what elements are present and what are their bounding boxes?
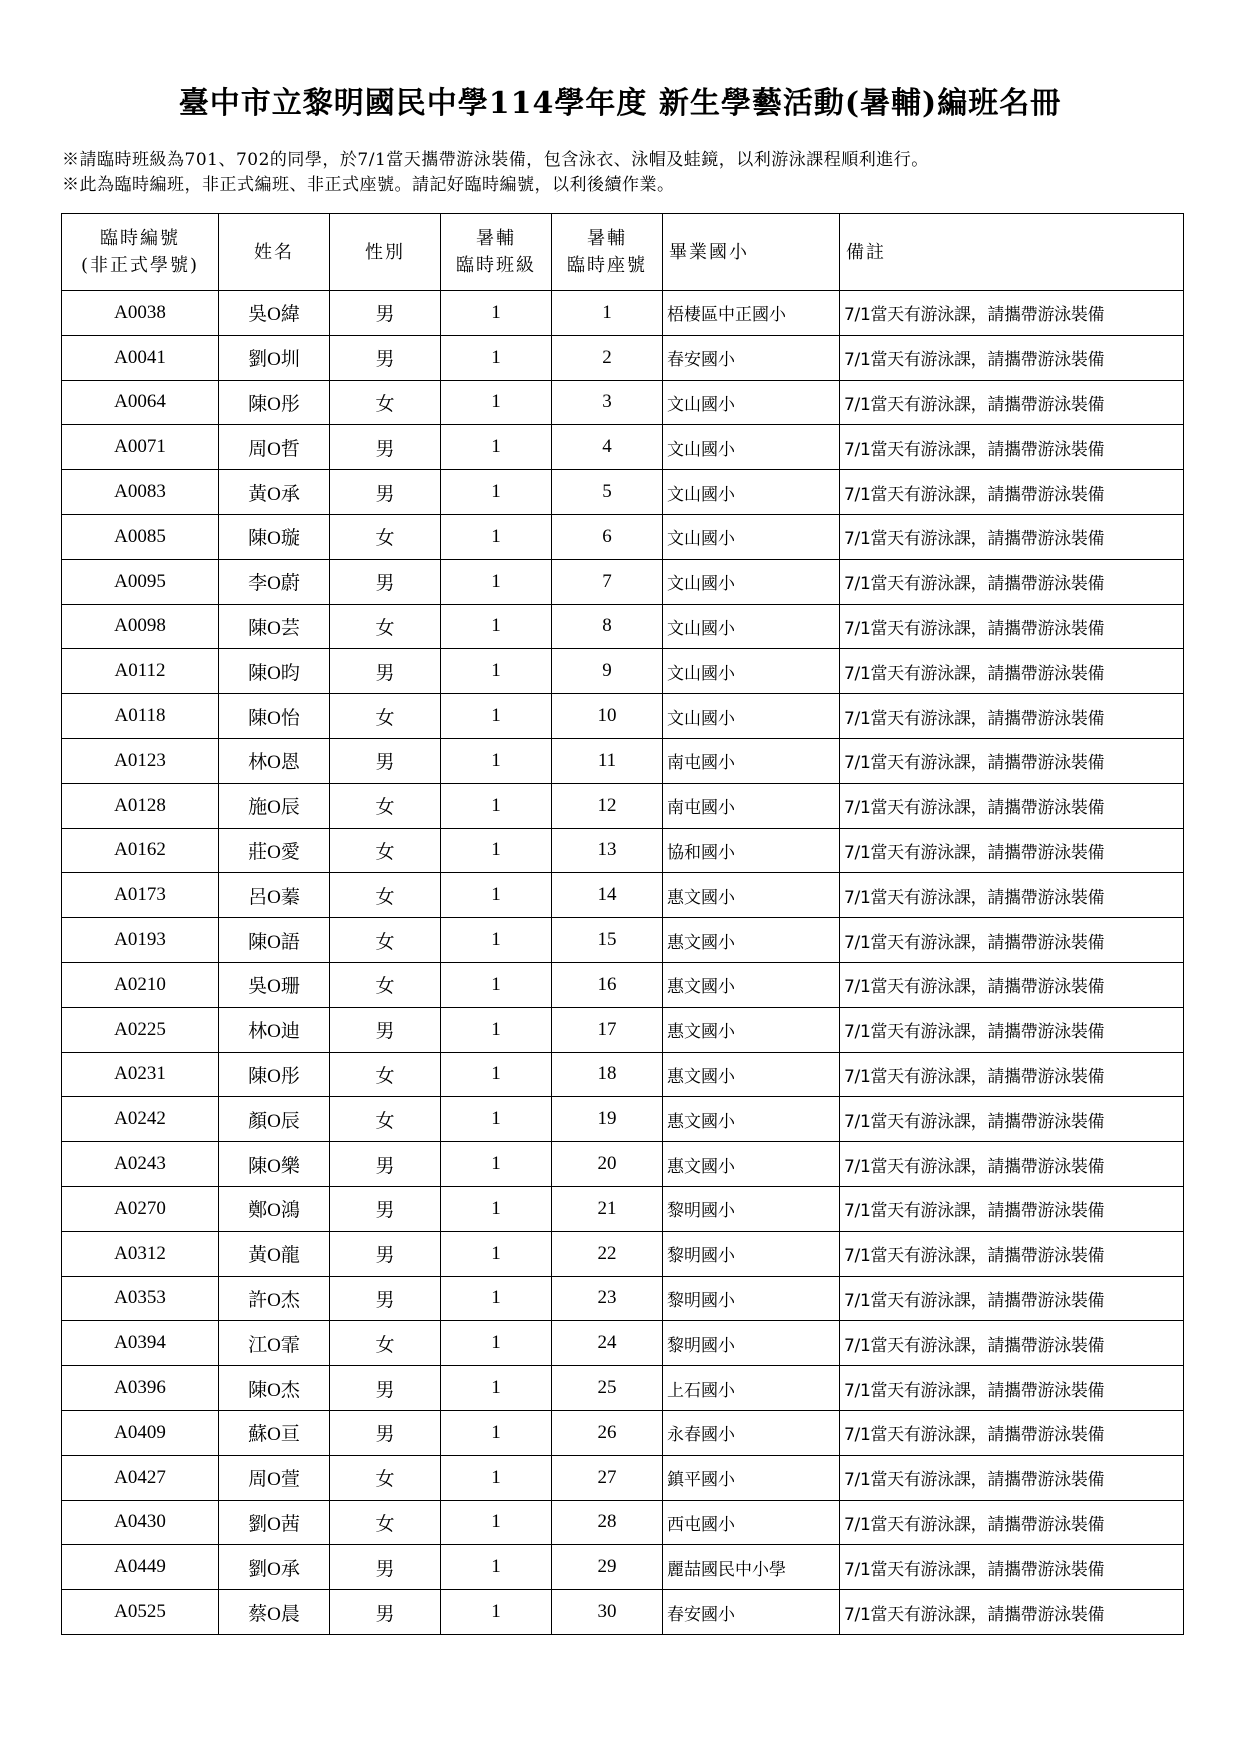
cell-gender: 女 [330,380,441,425]
header-remark: 備註 [840,214,1184,291]
cell-school: 文山國小 [663,470,840,515]
cell-temp-class: 1 [441,1231,552,1276]
note-line: ※此為臨時編班，非正式編班、非正式座號。請記好臨時編號，以利後續作業。 [62,175,675,195]
cell-school: 惠文國小 [663,873,840,918]
table-row [62,1276,1184,1321]
cell-remark: 7/1當天有游泳課，請攜帶游泳裝備 [840,1590,1184,1635]
cell-temp-class: 1 [441,649,552,694]
table-row [62,1231,1184,1276]
cell-temp-seat: 6 [552,514,663,559]
header-temp-id [62,214,219,291]
cell-temp-class: 1 [441,425,552,470]
cell-temp-seat: 12 [552,783,663,828]
header-temp-id-line1: 臨時編號 [100,228,180,249]
cell-gender: 女 [330,962,441,1007]
cell-temp-class: 1 [441,1545,552,1590]
table-row [62,559,1184,604]
cell-name: 周O哲 [219,425,330,470]
table-row [62,1097,1184,1142]
table-row [62,649,1184,694]
cell-temp-class: 1 [441,873,552,918]
cell-remark: 7/1當天有游泳課，請攜帶游泳裝備 [840,1276,1184,1321]
cell-gender: 女 [330,1500,441,1545]
cell-school: 鎮平國小 [663,1455,840,1500]
cell-remark: 7/1當天有游泳課，請攜帶游泳裝備 [840,694,1184,739]
cell-temp-class: 1 [441,559,552,604]
table-row [62,335,1184,380]
cell-school: 麗喆國民中小學 [663,1545,840,1590]
cell-gender: 男 [330,1142,441,1187]
cell-name: 莊O愛 [219,828,330,873]
cell-school: 春安國小 [663,1590,840,1635]
cell-school: 惠文國小 [663,1007,840,1052]
cell-name: 劉O茜 [219,1500,330,1545]
cell-name: 陳O杰 [219,1366,330,1411]
cell-gender: 男 [330,425,441,470]
cell-name: 陳O璇 [219,514,330,559]
cell-temp-seat: 8 [552,604,663,649]
cell-school: 文山國小 [663,694,840,739]
cell-remark: 7/1當天有游泳課，請攜帶游泳裝備 [840,828,1184,873]
table-row [62,1321,1184,1366]
table-row [62,1142,1184,1187]
cell-name: 陳O樂 [219,1142,330,1187]
cell-temp-class: 1 [441,1052,552,1097]
cell-temp-id: A0353 [62,1276,219,1321]
cell-name: 劉O承 [219,1545,330,1590]
cell-school: 文山國小 [663,559,840,604]
cell-temp-id: A0525 [62,1590,219,1635]
cell-name: 陳O怡 [219,694,330,739]
cell-gender: 女 [330,873,441,918]
cell-remark: 7/1當天有游泳課，請攜帶游泳裝備 [840,1366,1184,1411]
table-row [62,514,1184,559]
cell-school: 南屯國小 [663,783,840,828]
cell-remark: 7/1當天有游泳課，請攜帶游泳裝備 [840,649,1184,694]
cell-name: 顏O辰 [219,1097,330,1142]
cell-gender: 女 [330,514,441,559]
cell-remark: 7/1當天有游泳課，請攜帶游泳裝備 [840,1007,1184,1052]
header-gender: 性別 [330,214,441,291]
table-row [62,1410,1184,1455]
cell-temp-id: A0396 [62,1366,219,1411]
table-row [62,694,1184,739]
cell-name: 陳O語 [219,918,330,963]
cell-temp-id: A0312 [62,1231,219,1276]
cell-temp-class: 1 [441,604,552,649]
cell-gender: 男 [330,559,441,604]
cell-temp-class: 1 [441,1097,552,1142]
cell-temp-seat: 5 [552,470,663,515]
cell-temp-seat: 2 [552,335,663,380]
cell-temp-seat: 4 [552,425,663,470]
cell-temp-id: A0409 [62,1410,219,1455]
cell-school: 永春國小 [663,1410,840,1455]
table-row [62,380,1184,425]
header-temp-class [441,214,552,291]
cell-temp-seat: 9 [552,649,663,694]
cell-school: 協和國小 [663,828,840,873]
cell-name: 陳O昀 [219,649,330,694]
cell-school: 文山國小 [663,514,840,559]
cell-remark: 7/1當天有游泳課，請攜帶游泳裝備 [840,291,1184,336]
table-row [62,604,1184,649]
cell-school: 文山國小 [663,649,840,694]
cell-name: 吳O緯 [219,291,330,336]
table-row [62,962,1184,1007]
cell-name: 林O迪 [219,1007,330,1052]
cell-name: 蔡O晨 [219,1590,330,1635]
cell-temp-id: A0128 [62,783,219,828]
cell-temp-seat: 22 [552,1231,663,1276]
cell-name: 施O辰 [219,783,330,828]
table-body [62,291,1184,1635]
cell-gender: 女 [330,604,441,649]
cell-temp-class: 1 [441,1321,552,1366]
cell-gender: 女 [330,694,441,739]
cell-remark: 7/1當天有游泳課，請攜帶游泳裝備 [840,335,1184,380]
cell-temp-class: 1 [441,738,552,783]
cell-temp-seat: 24 [552,1321,663,1366]
cell-gender: 男 [330,335,441,380]
cell-name: 江O霏 [219,1321,330,1366]
cell-temp-class: 1 [441,828,552,873]
cell-temp-class: 1 [441,1500,552,1545]
cell-temp-id: A0123 [62,738,219,783]
cell-school: 黎明國小 [663,1186,840,1231]
cell-name: 林O恩 [219,738,330,783]
header-name: 姓名 [219,214,330,291]
header-school: 畢業國小 [663,214,840,291]
cell-temp-seat: 16 [552,962,663,1007]
note-line: ※請臨時班級為701、702的同學，於7/1當天攜帶游泳裝備，包含泳衣、泳帽及蛙鏡，以利游泳課程順利進行。 [62,150,929,170]
cell-gender: 女 [330,1321,441,1366]
cell-name: 陳O彤 [219,380,330,425]
cell-gender: 女 [330,783,441,828]
table-header-row [62,214,1184,291]
cell-remark: 7/1當天有游泳課，請攜帶游泳裝備 [840,738,1184,783]
document-title: 臺中市立黎明國民中學114學年度 新生學藝活動(暑輔)編班名冊 [178,86,1062,121]
cell-name: 周O萱 [219,1455,330,1500]
table-row [62,1455,1184,1500]
cell-temp-seat: 26 [552,1410,663,1455]
cell-temp-id: A0394 [62,1321,219,1366]
table-row [62,738,1184,783]
cell-school: 西屯國小 [663,1500,840,1545]
header-temp-seat-line2: 臨時座號 [567,255,647,276]
table-row [62,1500,1184,1545]
cell-school: 黎明國小 [663,1231,840,1276]
cell-gender: 男 [330,1276,441,1321]
cell-temp-class: 1 [441,1590,552,1635]
cell-remark: 7/1當天有游泳課，請攜帶游泳裝備 [840,559,1184,604]
cell-temp-class: 1 [441,291,552,336]
cell-temp-class: 1 [441,783,552,828]
cell-school: 惠文國小 [663,1142,840,1187]
cell-temp-seat: 27 [552,1455,663,1500]
table-row [62,918,1184,963]
cell-gender: 男 [330,1590,441,1635]
cell-temp-id: A0193 [62,918,219,963]
cell-remark: 7/1當天有游泳課，請攜帶游泳裝備 [840,1097,1184,1142]
cell-temp-id: A0449 [62,1545,219,1590]
cell-school: 惠文國小 [663,1097,840,1142]
cell-remark: 7/1當天有游泳課，請攜帶游泳裝備 [840,783,1184,828]
cell-gender: 男 [330,1231,441,1276]
notes [62,148,929,198]
cell-school: 惠文國小 [663,1052,840,1097]
cell-name: 許O杰 [219,1276,330,1321]
cell-school: 上石國小 [663,1366,840,1411]
cell-gender: 男 [330,1186,441,1231]
cell-school: 黎明國小 [663,1321,840,1366]
header-temp-class-line1: 暑輔 [476,228,516,249]
cell-temp-seat: 15 [552,918,663,963]
table-row [62,873,1184,918]
cell-temp-seat: 11 [552,738,663,783]
cell-gender: 女 [330,1052,441,1097]
cell-temp-id: A0243 [62,1142,219,1187]
cell-temp-seat: 10 [552,694,663,739]
cell-temp-id: A0242 [62,1097,219,1142]
cell-remark: 7/1當天有游泳課，請攜帶游泳裝備 [840,918,1184,963]
cell-temp-seat: 30 [552,1590,663,1635]
cell-gender: 女 [330,1455,441,1500]
cell-school: 南屯國小 [663,738,840,783]
cell-temp-class: 1 [441,1007,552,1052]
cell-temp-id: A0162 [62,828,219,873]
table-row [62,1186,1184,1231]
cell-temp-class: 1 [441,1366,552,1411]
cell-remark: 7/1當天有游泳課，請攜帶游泳裝備 [840,1321,1184,1366]
cell-name: 陳O彤 [219,1052,330,1097]
cell-gender: 女 [330,918,441,963]
cell-temp-id: A0064 [62,380,219,425]
table-row [62,1545,1184,1590]
cell-remark: 7/1當天有游泳課，請攜帶游泳裝備 [840,1052,1184,1097]
cell-remark: 7/1當天有游泳課，請攜帶游泳裝備 [840,425,1184,470]
cell-temp-id: A0083 [62,470,219,515]
cell-remark: 7/1當天有游泳課，請攜帶游泳裝備 [840,1455,1184,1500]
cell-name: 李O蔚 [219,559,330,604]
cell-temp-seat: 13 [552,828,663,873]
cell-temp-class: 1 [441,1455,552,1500]
cell-temp-seat: 1 [552,291,663,336]
cell-school: 文山國小 [663,425,840,470]
cell-temp-id: A0173 [62,873,219,918]
cell-temp-class: 1 [441,335,552,380]
table-row [62,1007,1184,1052]
cell-school: 春安國小 [663,335,840,380]
cell-temp-class: 1 [441,1142,552,1187]
cell-temp-id: A0118 [62,694,219,739]
cell-remark: 7/1當天有游泳課，請攜帶游泳裝備 [840,470,1184,515]
cell-temp-seat: 17 [552,1007,663,1052]
cell-temp-class: 1 [441,470,552,515]
cell-remark: 7/1當天有游泳課，請攜帶游泳裝備 [840,873,1184,918]
cell-gender: 男 [330,1366,441,1411]
cell-temp-id: A0270 [62,1186,219,1231]
cell-temp-id: A0071 [62,425,219,470]
cell-temp-id: A0427 [62,1455,219,1500]
table-row [62,470,1184,515]
cell-remark: 7/1當天有游泳課，請攜帶游泳裝備 [840,604,1184,649]
cell-school: 惠文國小 [663,918,840,963]
cell-remark: 7/1當天有游泳課，請攜帶游泳裝備 [840,1410,1184,1455]
cell-school: 梧棲區中正國小 [663,291,840,336]
header-temp-class-line2: 臨時班級 [456,255,536,276]
table-row [62,828,1184,873]
cell-remark: 7/1當天有游泳課，請攜帶游泳裝備 [840,1231,1184,1276]
cell-temp-seat: 23 [552,1276,663,1321]
cell-temp-class: 1 [441,694,552,739]
cell-name: 鄭O鴻 [219,1186,330,1231]
cell-remark: 7/1當天有游泳課，請攜帶游泳裝備 [840,1186,1184,1231]
cell-temp-class: 1 [441,514,552,559]
cell-name: 劉O圳 [219,335,330,380]
cell-temp-id: A0112 [62,649,219,694]
cell-school: 惠文國小 [663,962,840,1007]
cell-temp-id: A0231 [62,1052,219,1097]
cell-school: 黎明國小 [663,1276,840,1321]
cell-gender: 女 [330,1097,441,1142]
cell-name: 吳O珊 [219,962,330,1007]
cell-temp-id: A0430 [62,1500,219,1545]
cell-temp-class: 1 [441,380,552,425]
cell-temp-seat: 14 [552,873,663,918]
cell-temp-id: A0038 [62,291,219,336]
cell-school: 文山國小 [663,380,840,425]
cell-name: 蘇O亘 [219,1410,330,1455]
cell-temp-id: A0085 [62,514,219,559]
cell-name: 呂O蓁 [219,873,330,918]
cell-gender: 男 [330,738,441,783]
cell-temp-id: A0041 [62,335,219,380]
cell-school: 文山國小 [663,604,840,649]
cell-temp-seat: 20 [552,1142,663,1187]
cell-temp-id: A0225 [62,1007,219,1052]
cell-gender: 女 [330,828,441,873]
cell-temp-seat: 18 [552,1052,663,1097]
cell-temp-seat: 19 [552,1097,663,1142]
cell-temp-id: A0210 [62,962,219,1007]
cell-remark: 7/1當天有游泳課，請攜帶游泳裝備 [840,380,1184,425]
cell-gender: 男 [330,1410,441,1455]
class-roster-table [61,213,1184,1635]
header-temp-seat [552,214,663,291]
cell-temp-class: 1 [441,1410,552,1455]
table-row [62,425,1184,470]
cell-temp-seat: 3 [552,380,663,425]
cell-temp-class: 1 [441,1276,552,1321]
cell-gender: 男 [330,470,441,515]
cell-remark: 7/1當天有游泳課，請攜帶游泳裝備 [840,1142,1184,1187]
cell-temp-class: 1 [441,962,552,1007]
cell-remark: 7/1當天有游泳課，請攜帶游泳裝備 [840,514,1184,559]
table-row [62,783,1184,828]
cell-temp-id: A0095 [62,559,219,604]
table-row [62,1590,1184,1635]
cell-name: 黃O承 [219,470,330,515]
cell-temp-seat: 25 [552,1366,663,1411]
cell-name: 陳O芸 [219,604,330,649]
table-row [62,1052,1184,1097]
cell-temp-seat: 21 [552,1186,663,1231]
header-temp-id-line2: (非正式學號) [80,255,200,276]
table-row [62,291,1184,336]
cell-temp-id: A0098 [62,604,219,649]
cell-temp-seat: 28 [552,1500,663,1545]
cell-name: 黃O龍 [219,1231,330,1276]
cell-gender: 男 [330,291,441,336]
cell-temp-class: 1 [441,918,552,963]
cell-temp-seat: 29 [552,1545,663,1590]
cell-temp-class: 1 [441,1186,552,1231]
cell-temp-seat: 7 [552,559,663,604]
cell-gender: 男 [330,649,441,694]
cell-remark: 7/1當天有游泳課，請攜帶游泳裝備 [840,962,1184,1007]
cell-gender: 男 [330,1007,441,1052]
cell-gender: 男 [330,1545,441,1590]
header-temp-seat-line1: 暑輔 [587,228,627,249]
table-row [62,1366,1184,1411]
cell-remark: 7/1當天有游泳課，請攜帶游泳裝備 [840,1500,1184,1545]
cell-remark: 7/1當天有游泳課，請攜帶游泳裝備 [840,1545,1184,1590]
